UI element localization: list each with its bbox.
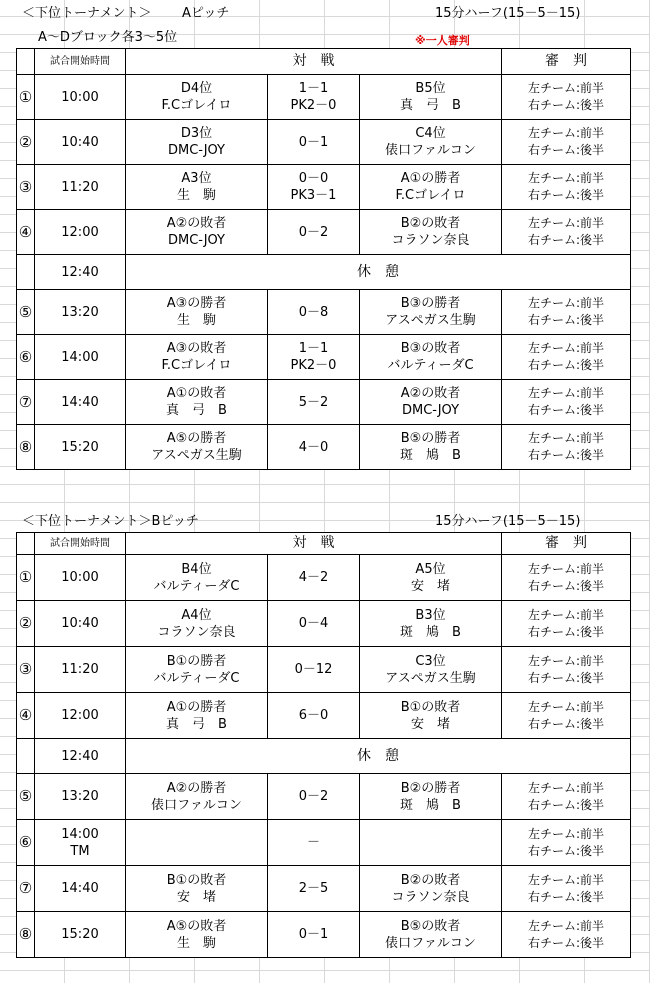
referee-line: 左チーム:前半 <box>527 216 605 230</box>
score-line: PK3－1 <box>290 188 337 203</box>
match-time <box>35 601 126 647</box>
match-time-text: 13:20 <box>61 789 99 804</box>
score-line: 1－1 <box>298 81 329 96</box>
match-number: ② <box>17 601 35 647</box>
score-cell <box>268 774 360 820</box>
score-cell <box>268 120 360 165</box>
match-row <box>17 425 631 470</box>
left-team-line: バルティーダC <box>153 578 240 594</box>
match-number: ④ <box>17 693 35 739</box>
match-row <box>17 820 631 866</box>
right-team-line: 安 堵 <box>411 578 451 594</box>
match-time <box>35 425 126 470</box>
right-team-line: コラソン奈良 <box>391 233 470 248</box>
referee-line: 右チーム:後半 <box>527 403 605 417</box>
score-cell <box>268 165 360 210</box>
referee-line: 左チーム:前半 <box>527 607 605 622</box>
header-time: 試合開始時間 <box>35 533 126 555</box>
right-team-line: 斑 鳩 B <box>400 797 461 813</box>
right-team-line: B①の敗者 <box>400 699 461 715</box>
referee-line: 左チーム:前半 <box>527 872 605 887</box>
left-team-line: A⑤の敗者 <box>166 918 227 934</box>
referee-line: 右チーム:後半 <box>527 578 605 593</box>
match-number: ⑥ <box>17 335 35 380</box>
left-team-cell <box>126 774 268 820</box>
referee-note: ※一人審判 <box>415 34 470 47</box>
match-time-text: 12:00 <box>61 224 99 240</box>
left-team-line: F.Cゴレイロ <box>161 98 232 113</box>
score-line: 0－1 <box>298 927 329 942</box>
score-line: 2－5 <box>298 881 329 896</box>
match-time <box>35 75 126 120</box>
referee-line: 左チーム:前半 <box>527 81 605 95</box>
referee-cell <box>502 165 631 210</box>
referee-line: 左チーム:前半 <box>527 126 605 140</box>
match-number: ⑧ <box>17 912 35 958</box>
referee-line: 右チーム:後半 <box>527 889 605 904</box>
referee-line: 左チーム:前半 <box>527 296 605 310</box>
match-time <box>35 555 126 601</box>
left-team-line: A3位 <box>181 171 212 186</box>
match-number: ④ <box>17 210 35 255</box>
score-line: 0－12 <box>294 662 333 677</box>
referee-cell <box>502 866 631 912</box>
left-team-cell <box>126 601 268 647</box>
referee-line: 右チーム:後半 <box>527 797 605 812</box>
left-team-cell <box>126 866 268 912</box>
match-row <box>17 866 631 912</box>
header-referee: 審 判 <box>502 49 631 75</box>
referee-line: 右チーム:後半 <box>527 670 605 685</box>
referee-cell <box>502 820 631 866</box>
referee-line: 左チーム:前半 <box>527 431 605 445</box>
match-number: ③ <box>17 647 35 693</box>
right-team-line: B②の勝者 <box>400 780 461 796</box>
left-team-line: A①の敗者 <box>166 386 227 401</box>
score-cell <box>268 290 360 335</box>
match-row <box>17 120 631 165</box>
referee-cell <box>502 210 631 255</box>
match-time-text: 11:20 <box>61 662 99 677</box>
match-time-text: 10:00 <box>61 89 99 105</box>
match-row <box>17 912 631 958</box>
match-number: ⑦ <box>17 380 35 425</box>
header-time: 試合開始時間 <box>35 49 126 75</box>
left-team-cell <box>126 380 268 425</box>
match-time-text: 14:00 <box>61 826 99 842</box>
score-cell <box>268 210 360 255</box>
referee-cell <box>502 647 631 693</box>
referee-line: 右チーム:後半 <box>527 716 605 731</box>
right-team-cell <box>360 290 502 335</box>
left-team-line: 生 駒 <box>176 935 216 951</box>
right-team-line: DMC-JOY <box>402 403 460 418</box>
score-cell <box>268 912 360 958</box>
score-cell <box>268 647 360 693</box>
match-number: ⑦ <box>17 866 35 912</box>
right-team-line: B⑤の勝者 <box>400 431 461 446</box>
match-row <box>17 693 631 739</box>
right-team-line: A②の敗者 <box>400 386 461 401</box>
right-team-cell <box>360 774 502 820</box>
left-team-line: バルティーダC <box>153 670 240 686</box>
header-match: 対 戦 <box>126 533 502 555</box>
left-team-line: DMC-JOY <box>167 143 225 158</box>
left-team-line: 安 堵 <box>176 889 216 905</box>
referee-line: 左チーム:前半 <box>527 653 605 668</box>
match-number: ① <box>17 75 35 120</box>
match-time-text: 12:00 <box>61 708 99 723</box>
section-a-subtitle: A～Dブロック各3～5位 <box>38 30 178 45</box>
match-time <box>35 380 126 425</box>
left-team-line: B①の勝者 <box>166 653 227 669</box>
left-team-line: アスペガス生駒 <box>151 448 242 463</box>
right-team-line: コラソン奈良 <box>391 889 470 905</box>
schedule-table-b <box>16 532 631 958</box>
match-time-text: 10:40 <box>61 616 99 631</box>
left-team-cell <box>126 75 268 120</box>
schedule-table-a <box>16 48 631 470</box>
right-team-line: 斑 鳩 B <box>400 448 461 463</box>
break-label: 休 憩 <box>126 739 631 774</box>
left-team-line: F.Cゴレイロ <box>161 358 232 373</box>
section-b-format: 15分ハーフ(15－5－15) <box>435 514 581 529</box>
left-team-line: B4位 <box>181 561 212 577</box>
left-team-line: D4位 <box>180 81 213 96</box>
match-time-text: 14:00 <box>61 349 99 365</box>
header-num-cell <box>17 533 35 555</box>
match-time <box>35 210 126 255</box>
match-time <box>35 774 126 820</box>
section-a-format: 15分ハーフ(15－5－15) <box>435 6 581 21</box>
match-row <box>17 210 631 255</box>
right-team-line: B3位 <box>415 607 446 623</box>
referee-line: 左チーム:前半 <box>527 171 605 185</box>
left-team-line: 生 駒 <box>176 188 216 203</box>
left-team-line: コラソン奈良 <box>157 624 236 640</box>
score-line: PK2－0 <box>290 358 337 373</box>
left-team-line: A③の勝者 <box>166 296 227 311</box>
match-time-text: 15:20 <box>61 927 99 942</box>
right-team-cell <box>360 601 502 647</box>
match-number: ③ <box>17 165 35 210</box>
right-team-line: 斑 鳩 B <box>400 624 461 640</box>
header-row <box>17 49 631 75</box>
left-team-line: 真 弓 B <box>166 716 227 732</box>
referee-cell <box>502 120 631 165</box>
match-time <box>35 335 126 380</box>
match-number: ② <box>17 120 35 165</box>
right-team-cell <box>360 820 502 866</box>
score-cell <box>268 820 360 866</box>
score-line: 0－2 <box>298 789 329 804</box>
match-time <box>35 693 126 739</box>
break-time: 12:40 <box>35 255 126 290</box>
referee-line: 左チーム:前半 <box>527 780 605 795</box>
right-team-line: C3位 <box>415 653 446 669</box>
referee-line: 右チーム:後半 <box>527 843 605 858</box>
match-number: ⑤ <box>17 774 35 820</box>
referee-cell <box>502 290 631 335</box>
left-team-cell <box>126 335 268 380</box>
score-cell <box>268 335 360 380</box>
match-time <box>35 165 126 210</box>
right-team-line: B⑤の敗者 <box>400 918 461 934</box>
score-line: 6－0 <box>298 708 329 723</box>
right-team-line: B③の敗者 <box>400 341 461 356</box>
match-time <box>35 647 126 693</box>
match-row <box>17 335 631 380</box>
break-label: 休 憩 <box>126 255 631 290</box>
match-row <box>17 774 631 820</box>
right-team-line: B③の勝者 <box>400 296 461 311</box>
left-team-cell <box>126 210 268 255</box>
right-team-cell <box>360 912 502 958</box>
right-team-cell <box>360 335 502 380</box>
match-row <box>17 75 631 120</box>
right-team-cell <box>360 555 502 601</box>
match-time-text: 14:40 <box>61 394 99 410</box>
referee-cell <box>502 912 631 958</box>
right-team-line: B②の敗者 <box>400 216 461 231</box>
referee-line: 左チーム:前半 <box>527 699 605 714</box>
left-team-line: A③の敗者 <box>166 341 227 356</box>
match-time-text: 15:20 <box>61 439 99 455</box>
referee-cell <box>502 693 631 739</box>
score-line: 5－2 <box>298 394 329 410</box>
match-row <box>17 647 631 693</box>
match-number: ⑤ <box>17 290 35 335</box>
left-team-line: B①の敗者 <box>166 872 227 888</box>
score-cell <box>268 425 360 470</box>
score-cell <box>268 380 360 425</box>
header-row <box>17 533 631 555</box>
right-team-cell <box>360 210 502 255</box>
referee-line: 左チーム:前半 <box>527 918 605 933</box>
score-line: 0－1 <box>298 134 329 150</box>
right-team-cell <box>360 693 502 739</box>
referee-cell <box>502 555 631 601</box>
match-row <box>17 165 631 210</box>
match-number: ⑧ <box>17 425 35 470</box>
score-line: 0－8 <box>298 304 329 320</box>
referee-line: 左チーム:前半 <box>527 561 605 576</box>
right-team-line: アスペガス生駒 <box>385 313 476 328</box>
header-referee: 審 判 <box>502 533 631 555</box>
header-match: 対 戦 <box>126 49 502 75</box>
referee-line: 右チーム:後半 <box>527 935 605 950</box>
score-cell <box>268 555 360 601</box>
match-time <box>35 120 126 165</box>
score-line: － <box>306 835 320 850</box>
left-team-cell <box>126 165 268 210</box>
match-row <box>17 290 631 335</box>
referee-line: 右チーム:後半 <box>527 358 605 372</box>
right-team-line: B②の敗者 <box>400 872 461 888</box>
right-team-cell <box>360 165 502 210</box>
left-team-cell <box>126 820 268 866</box>
left-team-line: D3位 <box>180 126 213 141</box>
referee-cell <box>502 335 631 380</box>
right-team-cell <box>360 120 502 165</box>
score-line: 0－2 <box>298 224 329 240</box>
match-time-text: 10:00 <box>61 570 99 585</box>
referee-line: 右チーム:後半 <box>527 448 605 462</box>
right-team-line: A①の勝者 <box>400 171 461 186</box>
referee-cell <box>502 75 631 120</box>
match-time <box>35 290 126 335</box>
referee-cell <box>502 380 631 425</box>
right-team-cell <box>360 425 502 470</box>
left-team-line: DMC-JOY <box>167 233 225 248</box>
right-team-line: F.Cゴレイロ <box>395 188 466 203</box>
left-team-line: 生 駒 <box>176 313 216 328</box>
left-team-cell <box>126 290 268 335</box>
match-time-note: TM <box>70 843 90 859</box>
referee-line: 左チーム:前半 <box>527 826 605 841</box>
score-cell <box>268 601 360 647</box>
right-team-cell <box>360 75 502 120</box>
right-team-cell <box>360 866 502 912</box>
match-number: ⑥ <box>17 820 35 866</box>
left-team-cell <box>126 425 268 470</box>
referee-line: 右チーム:後半 <box>527 313 605 327</box>
referee-cell <box>502 425 631 470</box>
match-number: ① <box>17 555 35 601</box>
break-row <box>17 739 631 774</box>
score-line: 4－0 <box>298 439 329 455</box>
right-team-line: 俵口ファルコン <box>385 935 476 951</box>
match-row <box>17 380 631 425</box>
left-team-line: A②の勝者 <box>166 780 227 796</box>
match-time-text: 14:40 <box>61 881 99 896</box>
score-line: 0－0 <box>298 171 329 186</box>
referee-line: 左チーム:前半 <box>527 341 605 355</box>
left-team-cell <box>126 120 268 165</box>
score-cell <box>268 866 360 912</box>
referee-line: 右チーム:後半 <box>527 188 605 202</box>
section-b-title: ＜下位トーナメント＞Bピッチ <box>22 514 199 529</box>
referee-line: 左チーム:前半 <box>527 386 605 400</box>
referee-line: 右チーム:後半 <box>527 233 605 247</box>
score-line: 0－4 <box>298 616 329 631</box>
left-team-line: A②の敗者 <box>166 216 227 231</box>
left-team-cell <box>126 693 268 739</box>
break-row <box>17 255 631 290</box>
referee-cell <box>502 774 631 820</box>
right-team-cell <box>360 380 502 425</box>
right-team-cell <box>360 647 502 693</box>
score-line: 1－1 <box>298 341 329 356</box>
right-team-line: バルティーダC <box>387 358 474 373</box>
right-team-line: 安 堵 <box>411 716 451 732</box>
left-team-line: 俵口ファルコン <box>151 797 242 813</box>
left-team-line: 真 弓 B <box>166 403 227 418</box>
break-num-cell <box>17 255 35 290</box>
match-time-text: 11:20 <box>61 179 99 195</box>
match-row <box>17 601 631 647</box>
referee-line: 右チーム:後半 <box>527 143 605 157</box>
match-time <box>35 866 126 912</box>
left-team-cell <box>126 647 268 693</box>
section-a-pitch: Aピッチ <box>182 6 230 21</box>
right-team-line: A5位 <box>415 561 446 577</box>
right-team-line: 俵口ファルコン <box>385 143 476 158</box>
match-time <box>35 912 126 958</box>
left-team-line: A⑤の勝者 <box>166 431 227 446</box>
left-team-line: A①の勝者 <box>166 699 227 715</box>
score-cell <box>268 75 360 120</box>
left-team-cell <box>126 912 268 958</box>
referee-line: 右チーム:後半 <box>527 624 605 639</box>
left-team-line: A4位 <box>181 607 212 623</box>
score-line: PK2－0 <box>290 98 337 113</box>
score-line: 4－2 <box>298 570 329 585</box>
match-time <box>35 820 126 866</box>
header-num-cell <box>17 49 35 75</box>
match-row <box>17 555 631 601</box>
right-team-line: アスペガス生駒 <box>385 670 476 686</box>
right-team-line: B5位 <box>415 81 446 96</box>
section-a-title: ＜下位トーナメント＞ <box>22 6 152 21</box>
match-time-text: 10:40 <box>61 134 99 150</box>
right-team-line: C4位 <box>415 126 446 141</box>
break-num-cell <box>17 739 35 774</box>
referee-cell <box>502 601 631 647</box>
right-team-line: 真 弓 B <box>400 98 461 113</box>
break-time: 12:40 <box>35 739 126 774</box>
score-cell <box>268 693 360 739</box>
match-time-text: 13:20 <box>61 304 99 320</box>
referee-line: 右チーム:後半 <box>527 98 605 112</box>
left-team-cell <box>126 555 268 601</box>
